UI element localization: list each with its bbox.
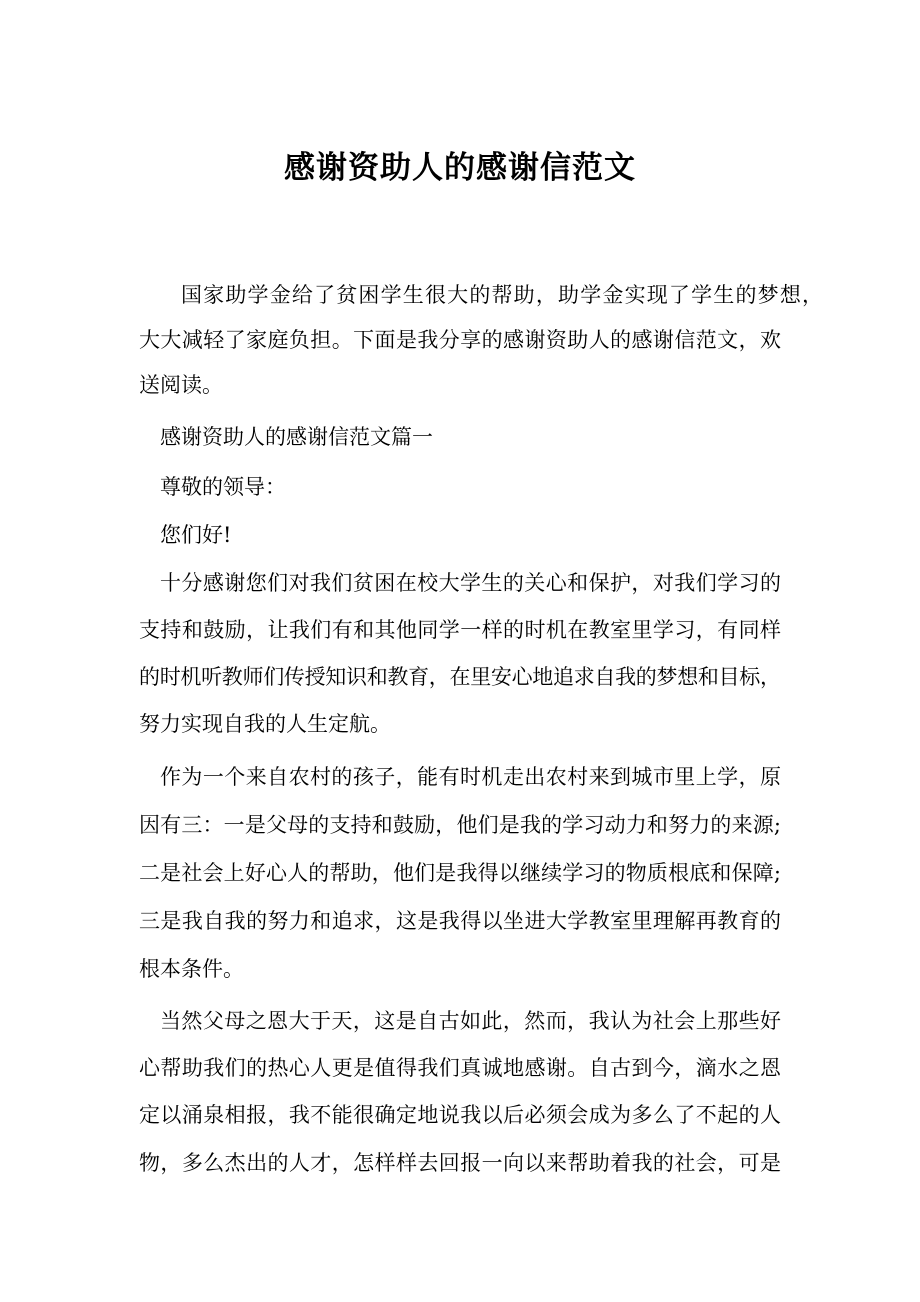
paragraph-line: 心帮助我们的热心人更是值得我们真诚地感谢。自古到今，滴水之恩 <box>139 1056 782 1080</box>
document-title: 感谢资助人的感谢信范文 <box>284 150 636 186</box>
paragraph-line: 努力实现自我的人生定航。 <box>139 712 391 736</box>
paragraph-line: 物，多么杰出的人才，怎样样去回报一向以来帮助着我的社会，可是 <box>139 1151 782 1175</box>
paragraph-line: 感谢资助人的感谢信范文篇一 <box>160 425 433 449</box>
paragraph-line: 支持和鼓励，让我们有和其他同学一样的时机在教室里学习，有同样 <box>139 618 782 642</box>
paragraph-line: 定以涌泉相报，我不能很确定地说我以后必须会成为多么了不起的人 <box>139 1103 782 1127</box>
paragraph-line: 送阅读。 <box>139 373 223 397</box>
paragraph-line: 大大减轻了家庭负担。下面是我分享的感谢资助人的感谢信范文，欢 <box>139 328 782 352</box>
paragraph-line: 的时机听教师们传授知识和教育，在里安心地追求自我的梦想和目标， <box>139 665 781 689</box>
paragraph-line: 尊敬的领导： <box>160 475 286 499</box>
paragraph-line: 二是社会上好心人的帮助，他们是我得以继续学习的物质根底和保障; <box>139 861 782 885</box>
paragraph-line: 当然父母之恩大于天，这是自古如此，然而，我认为社会上那些好 <box>160 1009 782 1033</box>
paragraph-line: 根本条件。 <box>139 957 244 981</box>
paragraph-line: 十分感谢您们对我们贫困在校大学生的关心和保护，对我们学习的 <box>160 571 782 595</box>
paragraph-line: 三是我自我的努力和追求，这是我得以坐进大学教室里理解再教育的 <box>139 909 782 933</box>
paragraph-line: 国家助学金给了贫困学生很大的帮助，助学金实现了学生的梦想， <box>181 283 825 307</box>
paragraph-line: 因有三：一是父母的支持和鼓励，他们是我的学习动力和努力的来源; <box>139 813 782 837</box>
paragraph-line: 作为一个来自农村的孩子，能有时机走出农村来到城市里上学，原 <box>160 765 782 789</box>
paragraph-line: 您们好! <box>160 523 232 547</box>
